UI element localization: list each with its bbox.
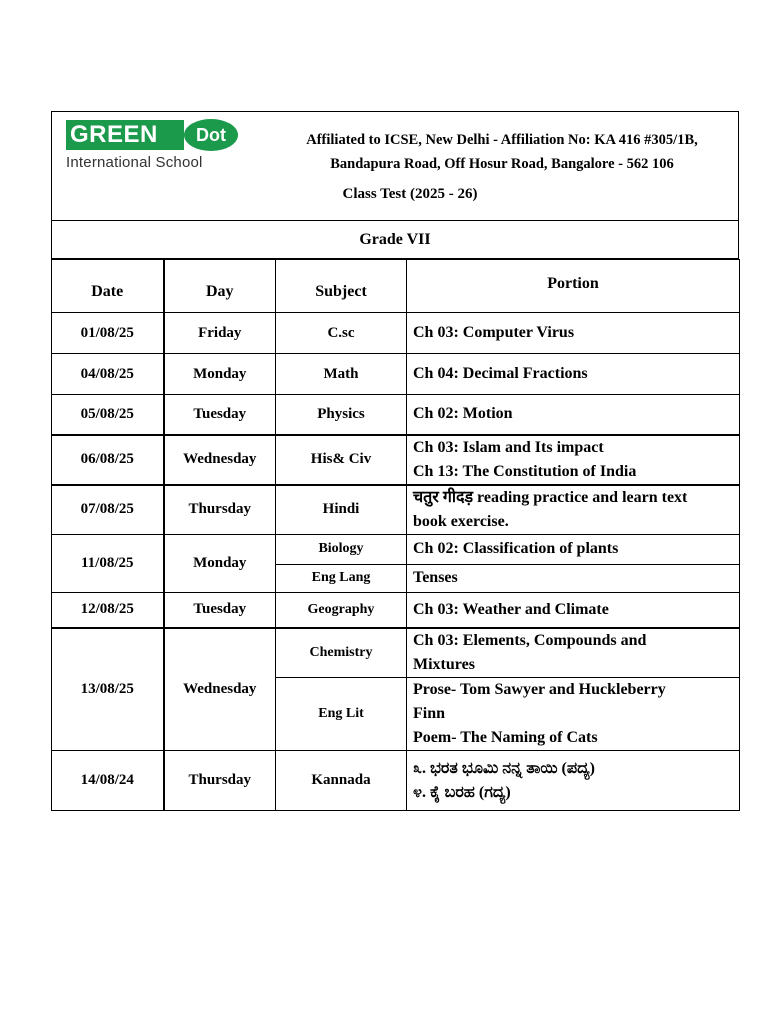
day-cell: Monday [164, 534, 276, 592]
logo-subtitle: International School [66, 154, 203, 171]
subject-cell: Chemistry [276, 628, 407, 678]
day-cell: Tuesday [164, 592, 276, 628]
timetable-document [51, 111, 739, 811]
portion-line: Ch 02: Classification of plants [413, 540, 619, 557]
day-cell: Thursday [164, 751, 276, 811]
portion-line: Tenses [413, 569, 458, 586]
table-row [52, 751, 740, 811]
subject-cell: Kannada [276, 751, 407, 811]
date-cell: 05/08/25 [52, 395, 164, 435]
subject-cell: C.sc [276, 313, 407, 354]
subject-cell: Eng Lit [276, 678, 407, 751]
portion-cell [407, 564, 740, 592]
logo-dot-badge [184, 119, 238, 151]
subject-cell: Physics [276, 395, 407, 435]
table-row [52, 354, 740, 395]
portion-line: Prose- Tom Sawyer and Huckleberry [413, 681, 666, 698]
day-cell: Wednesday [164, 435, 276, 485]
portion-cell [407, 592, 740, 628]
table-row [52, 628, 740, 678]
day-cell: Wednesday [164, 628, 276, 751]
header-date: Date [52, 260, 164, 313]
portion-cell [407, 313, 740, 354]
subject-cell: Hindi [276, 485, 407, 535]
portion-line: Mixtures [413, 656, 475, 673]
day-cell: Tuesday [164, 395, 276, 435]
school-header [51, 111, 739, 221]
subject-cell: Math [276, 354, 407, 395]
school-logo [66, 120, 240, 172]
portion-line: Ch 02: Motion [413, 405, 513, 423]
header-day: Day [164, 260, 276, 313]
table-row [52, 485, 740, 535]
portion-cell [407, 435, 740, 485]
portion-line: चतुर गीदड़ reading practice and learn text [413, 488, 688, 506]
table-row [52, 534, 740, 564]
table-row [52, 395, 740, 435]
day-cell: Monday [164, 354, 276, 395]
portion-line: Ch 13: The Constitution of India [413, 462, 637, 480]
portion-cell [407, 485, 740, 535]
header-subject: Subject [276, 260, 407, 313]
date-cell: 13/08/25 [52, 628, 164, 751]
portion-line: Ch 03: Islam and Its impact [413, 438, 604, 456]
portion-line: Poem- The Naming of Cats [413, 729, 598, 746]
affiliation-line-2: Bandapura Road, Off Hosur Road, Bangalore - 562 106 [330, 156, 674, 172]
table-row [52, 435, 740, 485]
logo-word-dot: Dot [196, 124, 226, 145]
portion-line: ೪. ಕೈ ಬರಹ (ಗದ್ಯ) [413, 783, 511, 801]
header-portion: Portion [407, 260, 740, 313]
portion-cell [407, 354, 740, 395]
subject-cell: Eng Lang [276, 564, 407, 592]
table-header-row [52, 260, 740, 313]
schedule-table [51, 259, 740, 811]
table-row [52, 313, 740, 354]
portion-cell [407, 751, 740, 811]
subject-cell: Biology [276, 534, 407, 564]
affiliation-line-1: Affiliated to ICSE, New Delhi - Affiliation No: KA 416 #305/1B, [306, 132, 698, 148]
portion-line: Finn [413, 705, 446, 722]
portion-cell [407, 678, 740, 751]
date-cell: 04/08/25 [52, 354, 164, 395]
day-cell: Friday [164, 313, 276, 354]
portion-cell [407, 628, 740, 678]
date-cell: 12/08/25 [52, 592, 164, 628]
date-cell: 01/08/25 [52, 313, 164, 354]
date-cell: 11/08/25 [52, 534, 164, 592]
portion-line: Ch 03: Weather and Climate [413, 600, 609, 618]
portion-line: Ch 04: Decimal Fractions [413, 365, 588, 382]
portion-cell [407, 534, 740, 564]
portion-line: ೩. ಭರತ ಭೂಮಿ ನನ್ನ ತಾಯಿ (ಪದ್ಯ) [413, 759, 595, 777]
subject-cell: Geography [276, 592, 407, 628]
test-title: Class Test (2025 - 26) [342, 186, 478, 202]
table-row [52, 592, 740, 628]
date-cell: 14/08/24 [52, 751, 164, 811]
grade-heading: Grade VII [51, 221, 739, 259]
subject-cell: His& Civ [276, 435, 407, 485]
day-cell: Thursday [164, 485, 276, 535]
portion-cell [407, 395, 740, 435]
portion-line: Ch 03: Elements, Compounds and [413, 632, 647, 649]
logo-word-green: GREEN [70, 121, 158, 148]
date-cell: 07/08/25 [52, 485, 164, 535]
portion-line: Ch 03: Computer Virus [413, 324, 575, 341]
affiliation-text [277, 128, 727, 176]
portion-line: book exercise. [413, 512, 509, 530]
date-cell: 06/08/25 [52, 435, 164, 485]
